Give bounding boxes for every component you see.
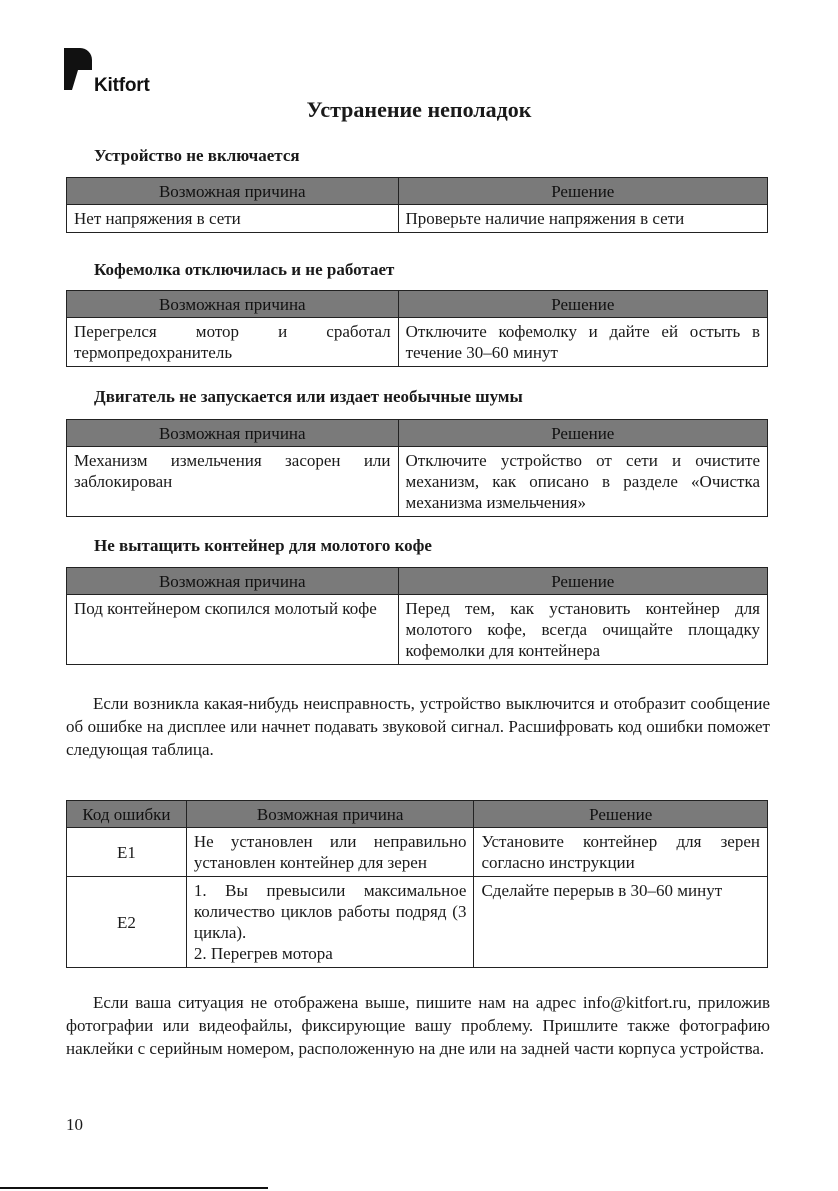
closing-paragraph: Если ваша ситуация не отображена выше, пишите нам на адрес info@kitfort.ru, приложив фотографии или видеофайлы, фиксирующие вашу проблему. Пришлите также фотографию наклейки с серийным номером, расположенную на дне или на задней части корпуса устройства. [66, 993, 770, 1058]
solution-cell: Установите контейнер для зерен согласно инструкции [474, 828, 768, 877]
header-cause: Возможная причина [186, 801, 474, 828]
troubleshooting-table [66, 177, 768, 233]
cause-line: 1. Вы превысили максимальное количество циклов работы подряд (3 цикла). [193, 881, 467, 942]
table-header-row [67, 801, 768, 828]
error-code-cell: E2 [67, 877, 187, 968]
footer-rule [0, 1187, 268, 1189]
table-header-row [67, 568, 768, 595]
table-row [67, 318, 768, 367]
table-header-row [67, 178, 768, 205]
header-solution: Решение [398, 568, 767, 595]
error-intro-paragraph: Если возникла какая-нибудь неисправность, устройство выключится и отобразит сообщение об ошибке на дисплее или начнет подавать звуковой сигнал. Расшифровать код ошибки поможет следующая таблица. [66, 694, 770, 759]
kitfort-logo-icon [64, 48, 94, 92]
table-row [67, 595, 768, 665]
table-header-row [67, 291, 768, 318]
table-row [67, 205, 768, 233]
header-solution: Решение [398, 420, 767, 447]
table-row [67, 447, 768, 517]
troubleshooting-table [66, 419, 768, 517]
table-row [67, 828, 768, 877]
solution-cell: Сделайте перерыв в 30–60 минут [474, 877, 768, 968]
cause-line: 2. Перегрев мотора [193, 944, 333, 963]
brand-logo [64, 48, 174, 98]
header-solution: Решение [398, 178, 767, 205]
page-number: 10 [66, 1115, 83, 1134]
section-heading: Кофемолка отключилась и не работает [94, 260, 395, 279]
header-solution: Решение [474, 801, 768, 828]
header-cause: Возможная причина [67, 568, 399, 595]
table-row [67, 877, 768, 968]
troubleshooting-table [66, 567, 768, 665]
header-code: Код ошибки [67, 801, 187, 828]
page-title: Устранение неполадок [306, 97, 532, 122]
table-header-row [67, 420, 768, 447]
error-code-cell: E1 [67, 828, 187, 877]
error-code-table [66, 800, 768, 968]
header-cause: Возможная причина [67, 291, 399, 318]
section-heading: Не вытащить контейнер для молотого кофе [94, 536, 432, 555]
cause-cell: Не установлен или неправильно установлен контейнер для зерен [186, 828, 474, 877]
header-solution: Решение [398, 291, 767, 318]
brand-name: Kitfort [94, 75, 150, 96]
section-heading: Двигатель не запускается или издает необычные шумы [94, 387, 523, 406]
cause-cell: Нет напряжения в сети [67, 205, 399, 233]
header-cause: Возможная причина [67, 420, 399, 447]
cause-cell: Механизм измельчения засорен или заблокирован [67, 447, 399, 517]
solution-cell: Проверьте наличие напряжения в сети [398, 205, 767, 233]
solution-cell: Перед тем, как установить контейнер для молотого кофе, всегда очищайте площадку кофемолки для контейнера [398, 595, 767, 665]
header-cause: Возможная причина [67, 178, 399, 205]
cause-cell: Под контейнером скопился молотый кофе [67, 595, 399, 665]
solution-cell: Отключите кофемолку и дайте ей остыть в течение 30–60 минут [398, 318, 767, 367]
cause-cell: Перегрелся мотор и сработал термопредохранитель [67, 318, 399, 367]
solution-cell: Отключите устройство от сети и очистите механизм, как описано в разделе «Очистка механизма измельчения» [398, 447, 767, 517]
cause-cell [186, 877, 474, 968]
section-heading: Устройство не включается [94, 146, 300, 165]
troubleshooting-table [66, 290, 768, 367]
